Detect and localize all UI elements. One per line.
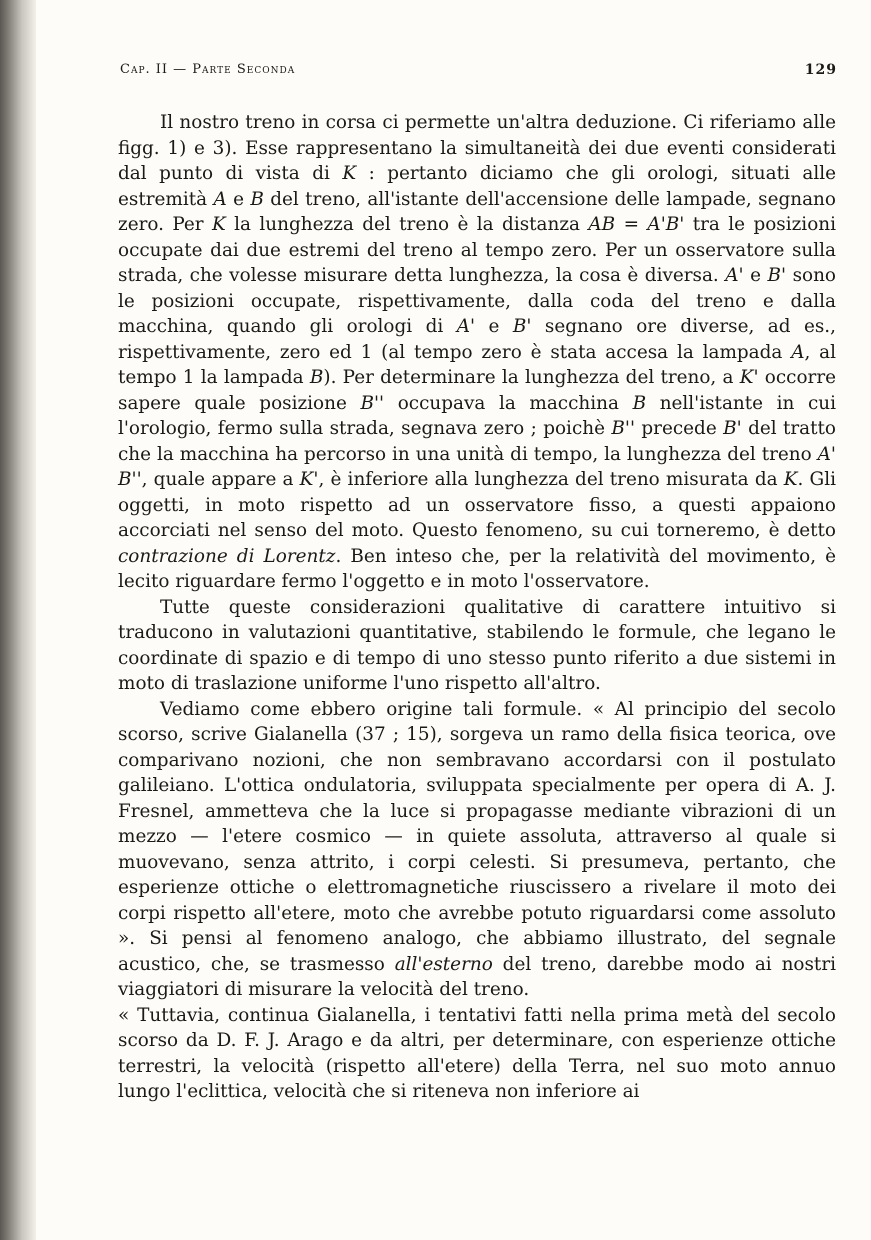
text-run: la lunghezza del treno è la distanza: [225, 214, 589, 235]
text-run: Tutte queste considerazioni qualitative di carattere intuitivo si traducono in valutazioni quantitative, stabilendo le formule, che legano le coordinate di spazio e di tempo di uno stesso punto riferito a due sistemi in moto di traslazione uniforme l'uno rispetto all'altro.: [118, 596, 836, 694]
italic-text: K': [299, 469, 319, 490]
italic-text: K: [211, 214, 226, 235]
italic-text: B'': [611, 418, 636, 439]
italic-text: B': [767, 265, 787, 286]
italic-text: B': [723, 418, 742, 439]
italic-text: B: [250, 188, 264, 210]
text-run: e: [226, 188, 251, 210]
paragraph: [118, 110, 836, 595]
italic-text: B: [309, 367, 324, 388]
italic-text: AB: [588, 214, 616, 235]
italic-text: B': [512, 316, 532, 337]
text-run: precede: [635, 418, 724, 439]
text-run: sono le posizioni occupate, rispettivamente, dalla coda del treno e dalla macchina, quando gli orologi di: [118, 265, 836, 337]
italic-text: B'': [360, 392, 385, 414]
italic-text: A'B': [647, 214, 685, 235]
italic-text: K': [739, 367, 759, 388]
italic-text: A: [213, 188, 227, 210]
text-run: nell'istante in cui l'orologio, fermo sulla strada, segnava zero ; poichè: [118, 392, 837, 439]
text-run: ). Per determinare la lunghezza del treno, a: [323, 367, 740, 388]
page-number: 129: [804, 62, 837, 78]
text-run: del treno, darebbe modo ai nostri viaggiatori di misurare la velocità del treno.: [118, 953, 836, 1000]
text-run: , al tempo 1 la lampada: [118, 341, 836, 388]
running-header: [120, 62, 837, 82]
italic-text: B: [632, 392, 647, 414]
text-run: occorre sapere quale posizione: [118, 367, 837, 414]
running-title: Cap. II — Parte Seconda: [120, 62, 296, 77]
italic-text: A: [791, 341, 805, 363]
italic-text: A': [725, 265, 744, 286]
text-run: « Tuttavia, continua Gialanella, i tentativi fatti nella prima metà del secolo scorso da D. F. J. Arago e da altri, per determinare, con esperienze ottiche terrestri, la velocità (rispetto all'etere) della Terra, nel suo moto annuo lungo l'eclittica, velocità che si riteneva non inferiore ai: [118, 1004, 836, 1102]
text-run: occupava la macchina: [384, 392, 633, 414]
text-run: . Gli oggetti, in moto rispetto ad un osservatore fisso, a questi appaiono accorciati nel senso del moto. Questo fenomeno, su cui torneremo, è detto: [118, 469, 836, 541]
italic-text: K: [783, 469, 798, 490]
italic-text: A': [456, 316, 476, 337]
text-run: del tratto che la macchina ha percorso in una unità di tempo, la lunghezza del treno: [118, 418, 836, 465]
paragraph: [118, 697, 836, 1003]
text-run: Il nostro treno in corsa ci permette un'altra deduzione. Ci riferiamo alle figg. 1) e 3). Esse rappresentano la simultaneità dei due eventi considerati dal punto di vista di: [118, 112, 836, 184]
italic-text: A' B'': [118, 443, 836, 490]
text-run: del treno, all'istante dell'accensione delle lampade, segnano zero. Per: [118, 188, 836, 235]
text-run: segnano ore diverse, ad es., rispettivamente, zero ed 1 (al tempo zero è stata accesa la lampada: [118, 316, 836, 363]
body-text: [118, 110, 836, 1105]
text-run: e: [475, 316, 513, 337]
italic-text: contrazione di Lorentz: [118, 545, 336, 567]
text-run: e: [743, 265, 768, 286]
text-run: tra le posizioni occupate dai due estremi del treno al tempo zero. Per un osservatore sulla strada, che volesse misurare detta lunghezza, la cosa è diversa.: [118, 214, 836, 286]
page-binding-shadow: [0, 0, 36, 1240]
text-run: : pertanto diciamo che gli orologi, situati alle estremità: [118, 163, 836, 210]
text-run: Vediamo come ebbero origine tali formule. « Al principio del secolo scorso, scrive Gialanella (37 ; 15), sorgeva un ramo della fisica teorica, ove comparivano nozioni, che non sembravano accordarsi con il postulato galileiano. L'ottica ondulatoria, sviluppata specialmente per opera di A. J. Fresnel, ammetteva che la luce si propagasse mediante vibrazioni di un mezzo — l'etere cosmico — in quiete assoluta, attraverso al quale si muovevano, senza attrito, i corpi celesti. Si presumeva, pertanto, che esperienze ottiche o elettromagnetiche riuscissero a rivelare il moto dei corpi rispetto all'etere, moto che avrebbe potuto riguardarsi come assoluto ». Si pensi al fenomeno analogo, che abbiamo illustrato, del segnale acustico, che, se trasmesso: [118, 698, 836, 975]
paragraph: [118, 1003, 836, 1105]
text-run: . Ben inteso che, per la relatività del movimento, è lecito riguardare fermo l'oggetto e in moto l'osservatore.: [118, 545, 836, 592]
text-run: =: [615, 214, 648, 235]
italic-text: K: [342, 163, 357, 184]
italic-text: all'esterno: [394, 953, 493, 975]
text-run: , è inferiore alla lunghezza del treno misurata da: [318, 469, 784, 490]
paragraph: [118, 595, 836, 697]
text-run: , quale appare a: [141, 469, 300, 490]
